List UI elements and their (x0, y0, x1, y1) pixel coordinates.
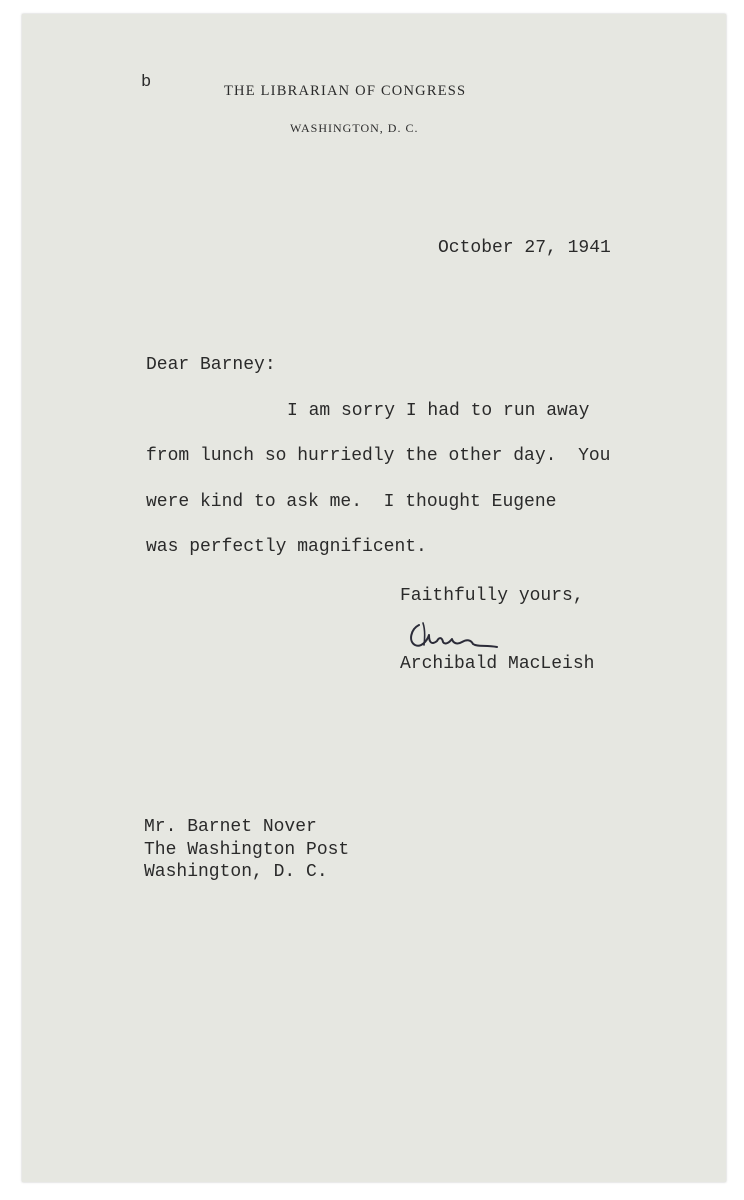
body-line: I am sorry I had to run away (287, 401, 590, 421)
letter-page (22, 14, 726, 1182)
letterhead-title: THE LIBRARIAN OF CONGRESS (224, 83, 467, 99)
address-line: Washington, D. C. (144, 862, 328, 882)
body-line: from lunch so hurriedly the other day. You (146, 446, 611, 466)
closing: Faithfully yours, (400, 586, 584, 606)
address-line: Mr. Barnet Nover (144, 817, 317, 837)
letter-date: October 27, 1941 (438, 238, 611, 258)
address-line: The Washington Post (144, 840, 350, 860)
signer-name: Archibald MacLeish (400, 654, 595, 674)
letterhead-subtitle: WASHINGTON, D. C. (290, 121, 419, 135)
body-line: were kind to ask me. I thought Eugene (146, 492, 557, 512)
salutation: Dear Barney: (146, 355, 276, 375)
body-line: was perfectly magnificent. (146, 537, 427, 557)
corner-mark: b (141, 73, 152, 92)
handwritten-signature (405, 615, 515, 655)
